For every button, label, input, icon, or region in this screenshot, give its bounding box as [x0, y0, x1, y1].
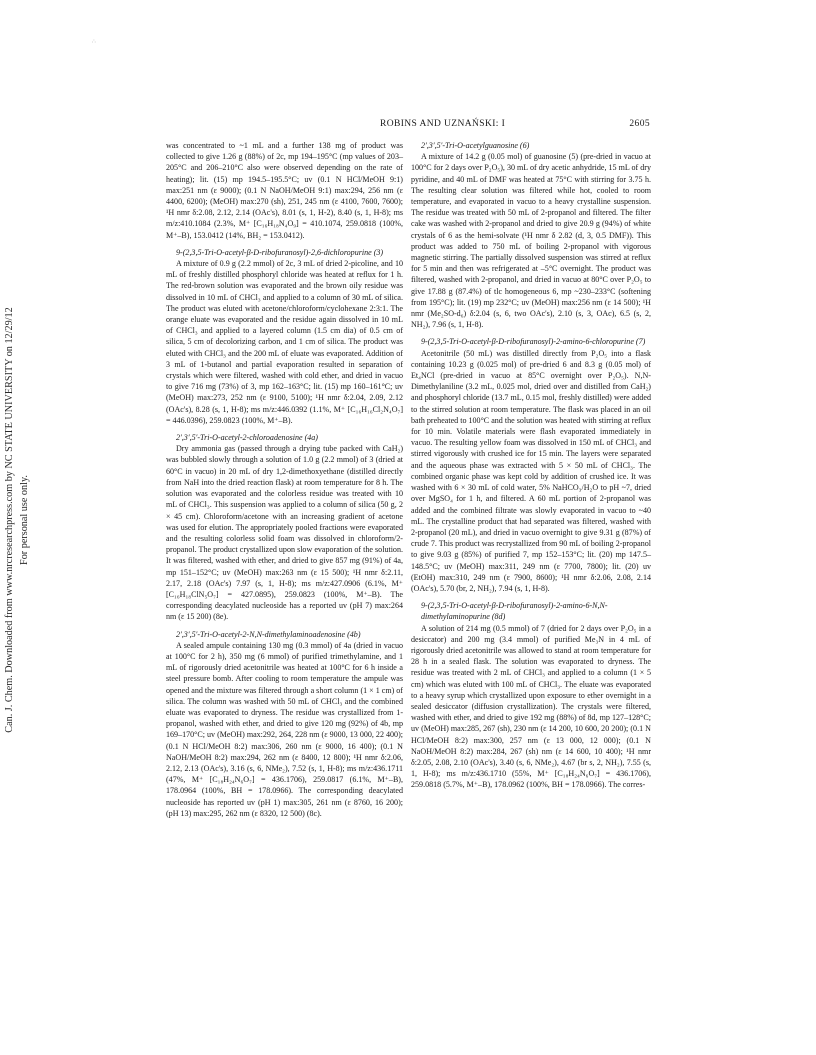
personal-use-line: For personal use only. [19, 475, 30, 565]
right-column [411, 140, 651, 791]
section-heading-compound-8d: 9-(2,3,5-Tri-O-acetyl-β-D-ribofuranosyl)-2-amino-6-N,N-dimethylaminopurine (8d) [421, 601, 608, 622]
paragraph-compound-4a: Dry ammonia gas (passed through a drying tube packed with CaH₂) was bubbled slowly through a solution of 1.0 g (2.2 mmol) of 3 (dried at 60°C in vacuo) in 20 mL of dry 1,2-dimethoxyethane (distilled directly from NaH into the dried reaction flask) at room temperature for 8 h. The solution was evaporated and the colorless residue was treated with 10 mL of CHCl₃. This suspension was applied to a column of silica (50 g, 2 × 45 cm). Chloroform/acetone with an increasing gradient of acetone was used for elution. The appropriately pooled fractions were evaporated and the resulting colorless solid foam was dissolved in chloroform/2-propanol. The product crystallized upon slow evaporation of the solution. It was filtered, washed with ether, and dried to give 857 mg (91%) of 4a, mp 151–152°C; uv (MeOH) max:263 nm (ε 15 500); ¹H nmr δ:2.11, 2.17, 2.18 (OAc's) 7.97 (s, 1, H-8); ms m/z:427.0906 (6.1%, M⁺ [C₁₆H₁₈ClN₅O₇] = 427.0895), 259.0823 (100%, M⁺–B). The corresponding deacylated nucleoside has a reported uv (pH 7) max:264 nm (ε 15 200) (8e). [166, 444, 403, 622]
section-heading-compound-3: 9-(2,3,5-Tri-O-acetyl-β-D-ribofuranosyl)-2,6-dichloropurine (3) [176, 247, 384, 257]
paragraph-compound-8d: A solution of 214 mg (0.5 mmol) of 7 (dried for 2 days over P₂O₅ in a desiccator) and 200 mg (3.4 mmol) of purified Me₃N in 4 mL of rigorously dried acetonitrile was allowed to stand at room temperature for 28 h in a sealed flask. The solution was evaporated to dryness. The residue was treated with 2 mL of CHCl₃ and applied to a column (1 × 5 cm) which was eluted with 100 mL of CHCl₃. The eluate was evaporated to a heavy syrup which crystallized upon exposure to ether overnight in a sealed desiccator (diffusion crystallization). The crystals were filtered, washed with ether, and dried to give 192 mg (88%) of 8d, mp 127–128°C; uv (MeOH) max:285, 267 (sh), 230 nm (ε 14 200, 10 600, 20 200); (0.1 N HCl/MeOH 8:2) max:300, 257 nm (ε 13 000, 12 000); (0.1 N NaOH/MeOH 8:2) max:284, 267 (sh) nm (ε 14 600, 10 400); ¹H nmr δ:2.05, 2.08, 2.10 (OAc's), 3.40 (s, 6, NMe₂), 4.67 (br s, 2, NH₂), 7.55 (s, 1, H-8); ms m/z:436.1710 (55%, M⁺ [C₁₈H₂₄N₆O₇] = 436.1706), 259.0818 (5.7%, M⁺–B), 178.0962 (100%, BH = 178.0966). The corres- [411, 623, 651, 790]
left-column [166, 140, 403, 819]
paragraph-compound-7: Acetonitrile (50 mL) was distilled directly from P₂O₅ into a flask containing 10.23 g (0.025 mol) of pre-dried 6 and 8.3 g (0.05 mol) of Et₄NCl (pre-dried in vacuo at 85°C overnight over P₂O₅). N,N-Dimethylaniline (3.2 mL, 0.025 mol, dried over and distilled from CaH₂) and phosphoryl chloride (13.7 mL, 0.15 mol, freshly distilled) were added to the stirred solution at room temperature. The flask was placed in an oil bath preheated to 100°C and the solution was heated with stirring at reflux for 10 min. Volatile materials were flash evaporated immediately in vacuo. The resulting yellow foam was dissolved in 150 mL of CHCl₃ and stirred vigorously with crushed ice for 15 min. The layers were separated and the aqueous phase was extracted with 5 × 50 mL of CHCl₃. The combined organic phase was kept cold by addition of crushed ice. It was washed with 6 × 30 mL of cold water, 5% NaHCO₃/H₂O to pH ~7, dried over MgSO₄ for 1 h, and filtered. A 60 mL portion of 2-propanol was added and the combined filtrate was slowly evaporated in vacuo to ~40 mL. The crystalline product that had separated was filtered, washed with 2-propanol (20 mL), and dried in vacuo overnight to give 9.31 g (87%) of crude 7. This product was recrystallized from 90 mL of boiling 2-propanol to give 9.03 g (85%) of purified 7, mp 152–153°C; lit. (20) mp 147.5–148.5°C; uv (MeOH) max:311, 249 nm (ε 7700, 7800); lit. (20) uv (EtOH) max:310, 249 nm (ε 7900, 8600); ¹H nmr δ:2.06, 2.08, 2.14 (OAc's), 5.70 (br, 2, NH₂), 7.94 (s, 1, H-8). [411, 348, 652, 593]
download-source-line: Can. J. Chem. Downloaded from www.nrcresearchpress.com by NC STATE UNIVERSITY on 12/29/12 [4, 307, 15, 733]
download-notice-text [2, 215, 38, 825]
paragraph-compound-6: A mixture of 14.2 g (0.05 mol) of guanosine (5) (pre-dried in vacuo at 100°C for 2 days over P₂O₅), 30 mL of dry acetic anhydride, 15 mL of dry pyridine, and 40 mL of DMF was heated at 75°C with stirring for 3.75 h. The resulting clear solution was filtered while hot, cooled to room temperature, and evaporated in vacuo to a heavy crystalline suspension. The residue was treated with 50 mL of 2-propanol and filtered. The filter cake was washed with 2-propanol and dried to give 20.9 g (94%) of white crystals of 6 as the hemi-solvate (¹H nmr δ 2.82 (d, 3, 0.5 DMF)). This product was added to 750 mL of boiling 2-propanol with vigorous magnetic stirring. The partially dissolved suspension was stirred at reflux for 5 min and then was refrigerated at –5°C overnight. The product was filtered, washed with 2-propanol, and dried in vacuo at 80°C over P₂O₅ to give 17.88 g (87.4%) of tlc homogeneous 6, mp ~230–233°C (softening from 195°C); lit. (19) mp 232°C; uv (MeOH) max:256 nm (ε 14 500); ¹H nmr (Me₂SO-d₆) δ:2.04 (s, 6, two OAc's), 2.10 (s, 3, OAc), 6.5 (s, 2, NH₂), 7.96 (s, 1, H-8). [411, 152, 651, 330]
section-heading-compound-6: 2′,3′,5′-Tri-O-acetylguanosine (6) [421, 141, 530, 150]
download-notice [2, 215, 38, 825]
paragraph-compound-3: A mixture of 0.9 g (2.2 mmol) of 2c, 3 mL of dried 2-picoline, and 10 mL of freshly distilled phosphoryl chloride was heated at reflux for 1 h. The red-brown solution was evaporated and the brown oily residue was dissolved in 10 mL of CHCl₃ and applied to a column of 30 mL of silica. The product was eluted with acetone/chloroform/cyclohexane 2:3:1. The orange eluate was evaporated and the residue again dissolved in 10 mL of CHCl₃ and applied to a layered column (1.5 cm dia) of 0.5 cm of silica, 5 cm of decolorizing carbon, and 1 cm of silica. The product was eluted with CHCl₃ and the 200 mL of eluate was evaporated. Addition of 3 mL of 1-butanol and partial evaporation resulted in separation of crystals which were filtered, washed with cold ether, and dried in vacuo to give 716 mg (73%) of 3, mp 162–163°C; lit. (15) mp 160–161°C; uv (MeOH) max:273, 252 nm (ε 9100, 5100); ¹H nmr δ:2.04, 2.09, 2.12 (OAc's), 8.28 (s, 1, H-8); ms m/z:446.0392 (1.1%, M⁺ [C₁₆H₁₆Cl₂N₄O₇] = 446.0396), 259.0823 (100%, M⁺–B). [166, 259, 403, 425]
scan-speck: ∴ [92, 39, 96, 45]
running-head: ROBINS AND UZNAŃSKI: I [380, 119, 506, 129]
section-heading-compound-4b: 2′,3′,5′-Tri-O-acetyl-2-N,N-dimethylaminoadenosine (4b) [176, 629, 361, 639]
section-heading-compound-7: 9-(2,3,5-Tri-O-acetyl-β-D-ribofuranosyl)-2-amino-6-chloropurine (7) [421, 337, 646, 347]
paragraph-continued: was concentrated to ~1 mL and a further 138 mg of product was collected to give 1.26 g (88%) of 2c, mp 194–195°C (mp values of 203–205°C and 206–210°C also were observed depending on the rate of heating); lit. (15) mp 194.5–195.5°C; uv (0.1 N HCl/MeOH 9:1) max:251 nm (ε 9000); (0.1 N NaOH/MeOH 9:1) max:294, 256 nm (ε 4400, 6200); (MeOH) max:270 (sh), 251, 245 nm (ε 4100, 7600, 7600); ¹H nmr δ:2.08, 2.12, 2.14 (OAc's), 8.01 (s, 1, H-2), 8.40 (s, 1, H-8); ms m/z:410.1084 (2.3%, M⁺ [C₁₆H₁₈N₄O₉] = 410.1074, 259.0818 (100%, M⁺–B), 153.0412 (14%, BH₂ = 153.0412). [166, 141, 403, 240]
page-number: 2605 [629, 119, 650, 129]
section-heading-compound-4a: 2′,3′,5′-Tri-O-acetyl-2-chloroadenosine (4a) [176, 433, 318, 443]
page-header [166, 119, 650, 133]
paragraph-compound-4b: A sealed ampule containing 130 mg (0.3 mmol) of 4a (dried in vacuo at 100°C for 2 h), 350 mg (6 mmol) of purified trimethylamine, and 1 mL of rigorously dried acetonitrile was heated at 100°C for 6 h inside a steel pressure bomb. After cooling to room temperature the ampule was opened and the mixture was filtered through a short column (1 × 1 cm) of silica. The column was washed with 50 mL of CHCl₃ and the combined eluate was evaporated to dryness. The residue was crystallized from 1-propanol, washed with ether, and dried to give 120 mg (92%) of 4b, mp 169–170°C; uv (MeOH) max:292, 264, 228 nm (ε 9000, 13 000, 22 400); (0.1 N HCl/MeOH 8:2) max:306, 260 nm (ε 9000, 16 400); (0.1 N NaOH/MeOH 8:2) max:294, 262 nm (ε 8400, 12 800); ¹H nmr δ:2.06, 2.12, 2.13 (OAc's), 3.16 (s, 6, NMe₂), 7.52 (s, 1, H-8); ms m/z:436.1711 (47%, M⁺ [C₁₈H₂₄N₆O₇] = 436.1706), 259.0817 (6.1%, M⁺–B), 178.0964 (100%, BH = 178.0966). The corresponding deacylated nucleoside has reported uv (pH 1) max:305, 261 nm (ε 8760, 16 200); (pH 13) max:295, 262 nm (ε 8320, 12 500) (8c). [166, 640, 403, 818]
